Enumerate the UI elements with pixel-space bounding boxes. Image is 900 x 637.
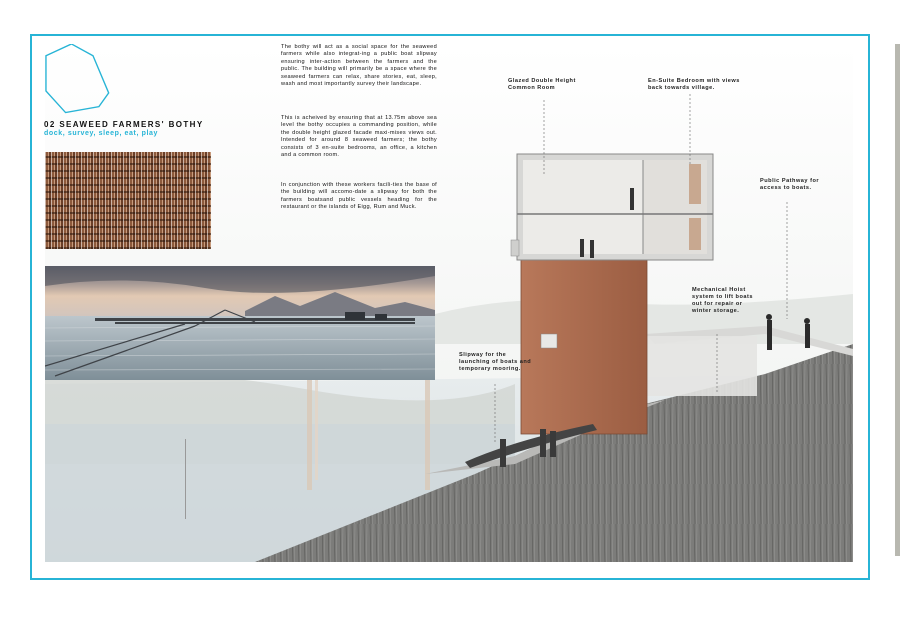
next-page-edge [895,44,900,556]
annotation-line: back towards village. [648,85,715,91]
annotation-line: launching of boats and [459,359,532,365]
annotation-line: out for repair or [692,301,743,307]
annotation-line: access to boats. [760,185,812,191]
annotation-line: system to lift boats [692,294,753,300]
description-paragraph: In conjunction with these workers facili-ties the base of the building will accomo-date a slipway for both the farmers boatsand public vessels heading for the restaurant or the islands of Eigg, Rum and Muck. [281,182,437,211]
annotation-ensuite-bedroom [648,78,740,92]
annotation-mechanical-hoist [692,287,753,315]
annotation-line: Glazed Double Height [508,78,576,84]
annotation-line: Mechanical Hoist [692,287,746,293]
annotation-glazed-common-room [508,78,576,92]
annotation-line: Public Pathway for [760,178,820,184]
annotation-line: temporary mooring. [459,366,521,372]
site-outline-logo [44,44,114,116]
annotation-slipway [459,352,531,373]
seaweed-pattern-image [45,152,211,249]
bothy-sea-rendering [45,266,435,380]
annotation-line: Slipway for the [459,352,507,358]
description-paragraph: The bothy will act as a social space for the seaweed farmers while also integrat-ing a public boat slipway ensuring inter-action between the farmers and the public. The building will primarily be a space where the seaweed farmers can relax, share stories, eat, sleep, wash and most importantly survey their landscape. [281,44,437,88]
project-subtitle: dock, survey, sleep, eat, play [44,130,158,137]
annotation-public-pathway [760,178,819,192]
annotation-line: winter storage. [692,308,740,314]
annotation-line: En-Suite Bedroom with views [648,78,740,84]
description-paragraph: This is acheived by ensuring that at 13.75m above sea level the bothy occupies a commanding position, while the double height glazed facade maxi-mises views out. Intended for around 8 seaweed farmers; the bothy consists of 3 en-suite bedrooms, an office, a kitchen and a common room. [281,115,437,159]
annotation-line: Common Room [508,85,556,91]
project-title: 02 SEAWEED FARMERS' BOTHY [44,120,204,129]
